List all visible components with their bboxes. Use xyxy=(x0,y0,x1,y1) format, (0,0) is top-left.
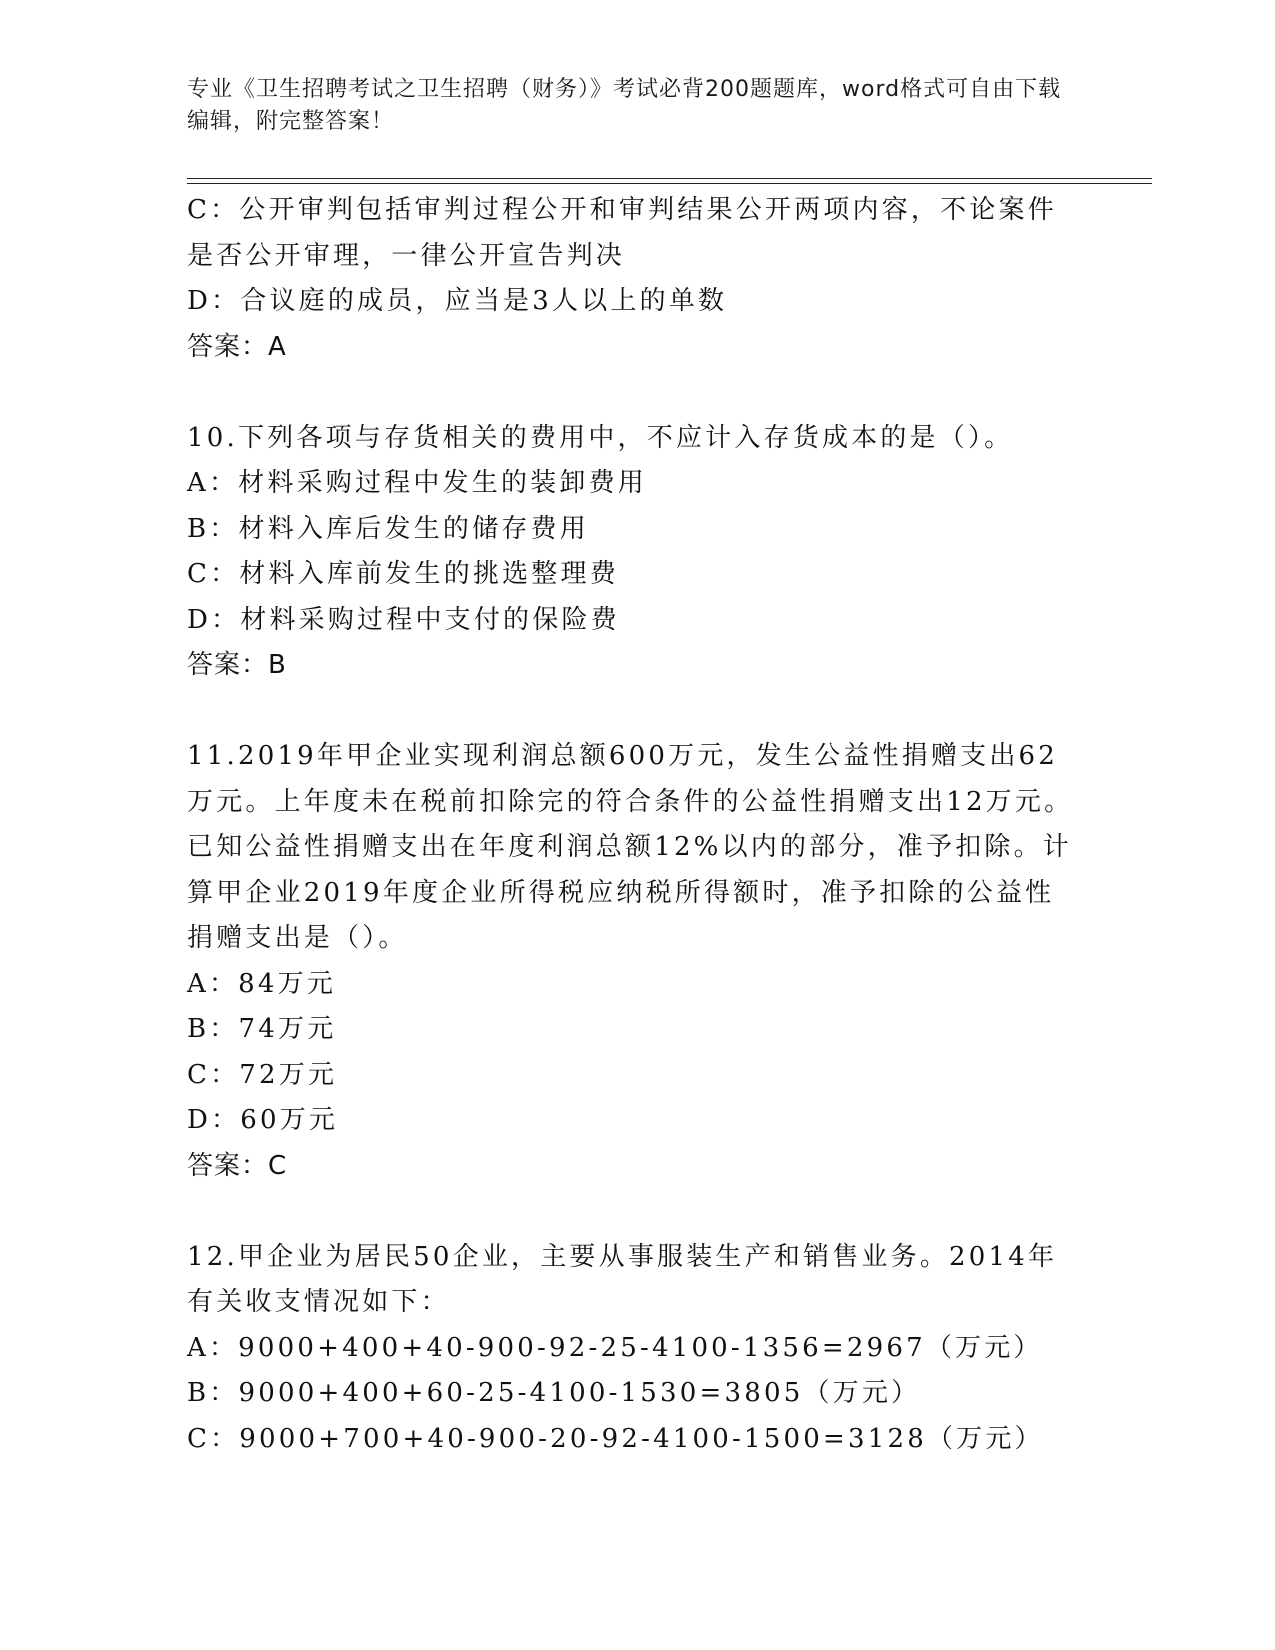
option-b: B：材料入库后发生的储存费用 xyxy=(187,513,589,544)
option-c: C：72万元 xyxy=(187,1059,338,1090)
question-9-tail xyxy=(187,188,1082,370)
header-rule-bottom xyxy=(187,183,1152,184)
option-a: A：9000+400+40-900-92-25-4100-1356=2967（万元） xyxy=(187,1332,1043,1363)
question-10 xyxy=(187,416,1082,689)
question-stem: 10.下列各项与存货相关的费用中，不应计入存货成本的是（）。 xyxy=(187,422,1014,453)
option-d: D：60万元 xyxy=(187,1105,339,1135)
answer: 答案：A xyxy=(187,331,287,362)
question-spacer xyxy=(187,1189,1082,1235)
option-c: C：公开审判包括审判过程公开和审判结果公开两项内容，不论案件是否公开审理，一律公开宣告判决 xyxy=(187,195,1057,271)
question-11 xyxy=(187,734,1082,1189)
option-a: A：材料采购过程中发生的装卸费用 xyxy=(187,468,647,498)
question-list xyxy=(187,188,1082,1462)
option-d: D：材料采购过程中支付的保险费 xyxy=(187,604,620,635)
option-d: D：合议庭的成员，应当是3人以上的单数 xyxy=(187,286,728,316)
option-b: B：9000+400+60-25-4100-1530=3805（万元） xyxy=(187,1378,921,1408)
question-stem: 12.甲企业为居民50企业，主要从事服装生产和销售业务。2014年有关收支情况如下： xyxy=(187,1241,1058,1317)
question-spacer xyxy=(187,689,1082,735)
question-stem: 11.2019年甲企业实现利润总额600万元，发生公益性捐赠支出62万元。上年度未在税前扣除完的符合条件的公益性捐赠支出12万元。已知公益性捐赠支出在年度利润总额12%以内的部分，准予扣除。计算甲企业2019年度企业所得税应纳税所得额时，准予扣除的公益性捐赠支出是（）。 xyxy=(187,741,1074,953)
option-b: B：74万元 xyxy=(187,1014,337,1044)
document-header: 专业《卫生招聘考试之卫生招聘（财务）》考试必背200题题库，word格式可自由下载编辑，附完整答案！ xyxy=(187,77,1062,134)
option-c: C：9000+700+40-900-20-92-4100-1500=3128（万元） xyxy=(187,1423,1044,1454)
question-spacer xyxy=(187,370,1082,416)
option-c: C：材料入库前发生的挑选整理费 xyxy=(187,559,619,589)
header-rule-top xyxy=(187,178,1152,179)
answer: 答案：C xyxy=(187,1150,288,1181)
answer: 答案：B xyxy=(187,650,287,680)
option-a: A：84万元 xyxy=(187,968,337,999)
question-12 xyxy=(187,1235,1082,1463)
